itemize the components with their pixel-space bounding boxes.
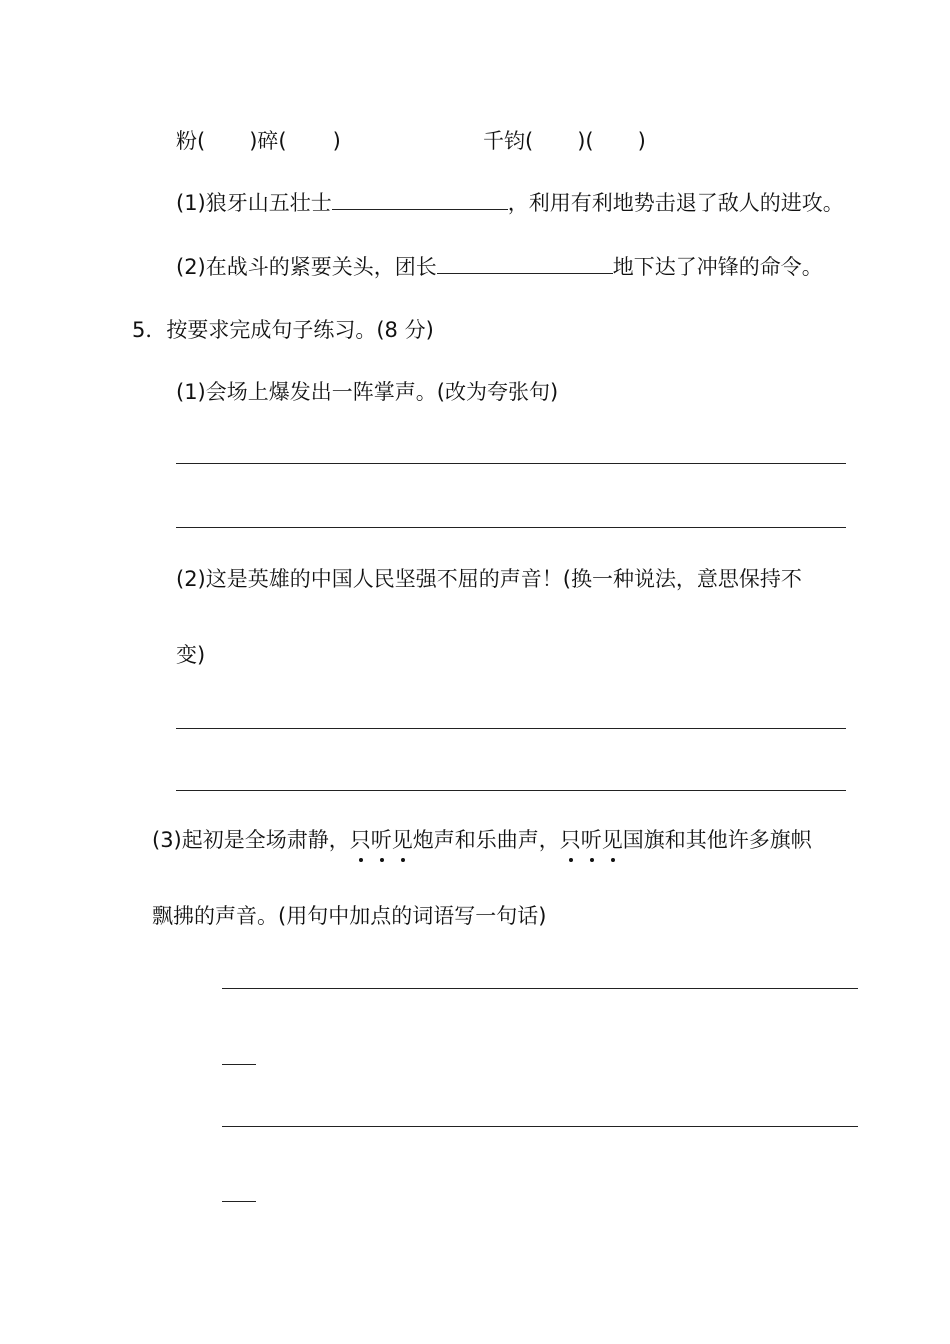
- answer-line-3a-tail[interactable]: [222, 1064, 256, 1065]
- q5-item-2-line-1: (2)这是英雄的中国人民坚强不屈的声音！(换一种说法，意思保持不: [176, 567, 802, 591]
- answer-line-2a[interactable]: [176, 728, 846, 729]
- q4-sentence-2: [176, 253, 823, 281]
- answer-line-3a[interactable]: [222, 988, 858, 989]
- answer-line-2b[interactable]: [176, 790, 846, 791]
- word-row: [176, 127, 341, 155]
- q5-item-2-line-2: 变): [176, 643, 206, 667]
- word2-part-b: )(: [577, 129, 594, 153]
- q4-s2-blank[interactable]: [437, 253, 613, 274]
- word1-part-c: ): [332, 129, 341, 153]
- answer-line-1b[interactable]: [176, 527, 846, 528]
- q5-item-1: (1)会场上爆发出一阵掌声。(改为夸张句): [176, 380, 559, 404]
- q5-title: 5．按要求完成句子练习。(8 分): [132, 318, 434, 342]
- q4-s2-suffix: 地下达了冲锋的命令。: [612, 255, 823, 279]
- word2-part-a: 千钧(: [483, 129, 534, 153]
- answer-line-1a[interactable]: [176, 463, 846, 464]
- answer-line-3b[interactable]: [222, 1126, 858, 1127]
- q5-item-3-line-1: [152, 826, 812, 854]
- word2-part-c: ): [637, 129, 646, 153]
- q4-sentence-1: [176, 189, 844, 217]
- q4-s1-blank[interactable]: [332, 189, 508, 210]
- emphasis-word-1: 只听见: [350, 826, 413, 854]
- q4-s2-prefix: (2)在战斗的紧要关头，团长: [176, 255, 437, 279]
- q4-s1-suffix: ，利用有利地势击退了敌人的进攻。: [507, 191, 844, 215]
- q5-item-3-part-1: (3)起初是全场肃静，: [152, 828, 350, 852]
- emphasis-word-2: 只听见: [560, 826, 623, 854]
- word-row-2: [483, 127, 646, 155]
- q5-item-3-part-3: 国旗和其他许多旗帜: [622, 828, 812, 852]
- word1-part-a: 粉(: [176, 129, 206, 153]
- q4-s1-prefix: (1)狼牙山五壮士: [176, 191, 332, 215]
- q5-item-3-line-2: 飘拂的声音。(用句中加点的词语写一句话): [152, 904, 547, 928]
- word1-part-b: )碎(: [249, 129, 287, 153]
- q5-item-3-part-2: 炮声和乐曲声，: [412, 828, 560, 852]
- answer-line-3b-tail[interactable]: [222, 1201, 256, 1202]
